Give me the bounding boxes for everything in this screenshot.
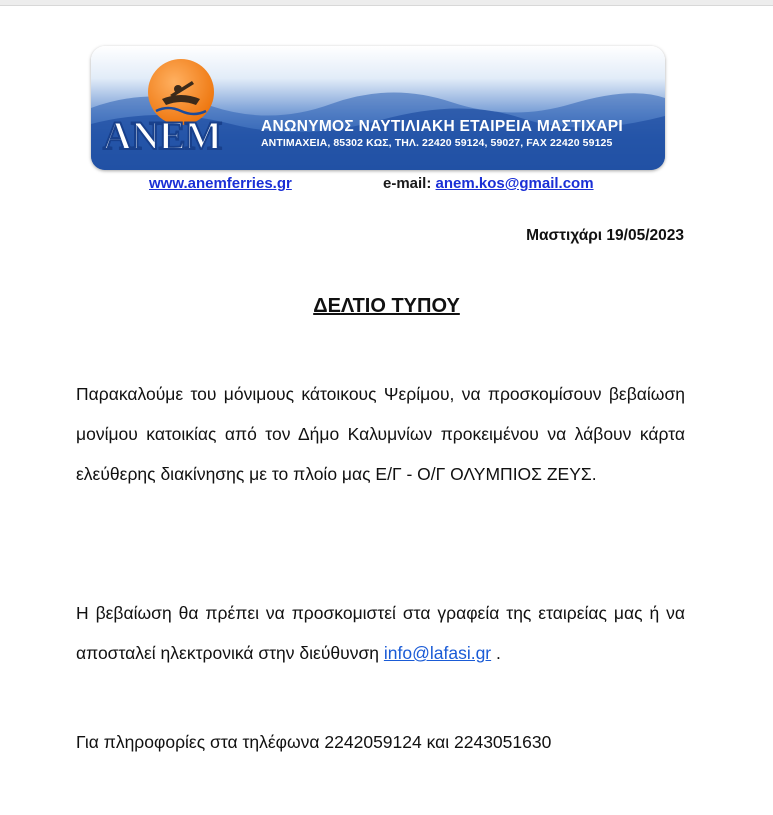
- letterhead-banner: [91, 46, 665, 170]
- paragraph-2-end: .: [491, 643, 501, 663]
- company-address: ΑΝΤΙΜΑΧΕΙΑ, 85302 ΚΩΣ, ΤΗΛ. 22420 59124, 59027, FAX 22420 59125: [261, 137, 613, 149]
- paragraph-2: [76, 593, 685, 673]
- paragraph-2-text: Η βεβαίωση θα πρέπει να προσκομιστεί στα γραφεία της εταιρείας μας ή να αποσταλεί ηλεκτρονικά στην διεύθυνση: [76, 603, 685, 663]
- website-link-line: [149, 175, 292, 192]
- top-border: [0, 0, 773, 6]
- date-line: Μαστιχάρι 19/05/2023: [526, 227, 684, 244]
- paragraph-3: Για πληροφορίες στα τηλέφωνα 2242059124 και 2243051630: [76, 732, 552, 752]
- logo-wordmark: ANEM: [103, 113, 222, 158]
- info-email-link[interactable]: info@lafasi.gr: [383, 643, 492, 663]
- document-title: ΔΕΛΤΙΟ ΤΥΠΟΥ: [313, 295, 460, 317]
- email-label: e-mail:: [383, 175, 432, 192]
- company-name: ΑΝΩΝΥΜΟΣ ΝΑΥΤΙΛΙΑΚΗ ΕΤΑΙΡΕΙΑ ΜΑΣΤΙΧΑΡΙ: [261, 118, 623, 135]
- email-link[interactable]: anem.kos@gmail.com: [435, 175, 594, 192]
- email-line: [383, 175, 594, 192]
- paragraph-1: Παρακαλούμε του μόνιμους κάτοικους Ψερίμου, να προσκομίσουν βεβαίωση μονίμου κατοικίας από τον Δήμο Καλυμνίων προκειμένου να λάβουν κάρτα ελεύθερης διακίνησης με το πλοίο μας Ε/Γ - Ο/Γ ΟΛΥΜΠΙΟΣ ΖΕΥΣ.: [76, 384, 685, 484]
- website-link[interactable]: www.anemferries.gr: [149, 175, 292, 192]
